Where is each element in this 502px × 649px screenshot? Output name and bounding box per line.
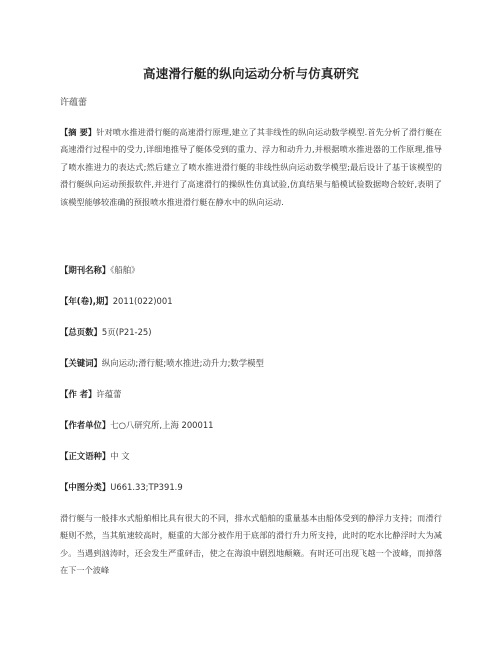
field-label: 【正文语种】 [60, 451, 111, 461]
abstract-label: 【摘 要】 [60, 127, 97, 137]
field-value: 中 文 [110, 451, 130, 461]
body-paragraph: 滑行艇与一般排水式船舶相比具有很大的不同，排水式船舶的重量基本由船体受到的静浮力支持；而滑行艇则不然，当其航速较高时，艇重的大部分被作用于底部的滑行升力所支持，此时的吃水比静浮时大为减少。当遇到汹涛时，还会发生严重砰击，使之在海浪中剧烈地颠簸。有时还可出现飞越一个波峰，而掉落在下一个波峰 [60, 513, 442, 576]
field-author [60, 388, 442, 400]
field-journal-name [60, 264, 442, 276]
field-value: 2011(022)001 [112, 296, 173, 306]
field-value: 七○八研究所,上海 200011 [110, 420, 214, 430]
field-value: 5页(P21-25) [101, 327, 152, 337]
field-language [60, 450, 442, 462]
field-label: 【年(卷),期】 [60, 296, 113, 306]
abstract-text: 针对喷水推进滑行艇的高速滑行原理,建立了其非线性的纵向运动数学模型.首先分析了滑行艇在高速滑行过程中的受力,详细地推导了艇体受到的重力、浮力和动升力,并根据喷水推进器的工作原理,推导了喷水推进力的表达式;然后建立了喷水推进滑行艇的非线性纵向运动数学模型;最后设计了基于该模型的滑行艇纵向运动预报软件,并进行了高速滑行的操纵性仿真试验,仿真结果与船模试验数据吻合较好,表明了该模型能够较准确的预报喷水推进滑行艇在静水中的纵向运动. [60, 127, 442, 207]
document-title: 高速滑行艇的纵向运动分析与仿真研究 [143, 66, 359, 81]
field-year-volume-issue [60, 295, 442, 307]
field-label: 【期刊名称】 [60, 265, 111, 275]
field-classification [60, 481, 442, 493]
field-author-affiliation [60, 419, 442, 431]
field-total-pages [60, 326, 442, 338]
field-label: 【中图分类】 [60, 482, 111, 492]
field-value: U661.33;TP391.9 [110, 482, 183, 492]
field-keywords [60, 357, 442, 369]
abstract-block [60, 124, 442, 211]
field-value: 纵向运动;滑行艇;喷水推进;动升力;数学模型 [101, 358, 264, 368]
field-label: 【总页数】 [60, 327, 102, 337]
field-label: 【关键词】 [60, 358, 102, 368]
field-label: 【作者单位】 [60, 420, 111, 430]
field-label: 【作 者】 [60, 389, 97, 399]
author-line: 许蕴蕾 [60, 98, 88, 108]
field-value: 许蕴蕾 [96, 389, 122, 399]
field-value: 《船舶》 [110, 265, 140, 275]
